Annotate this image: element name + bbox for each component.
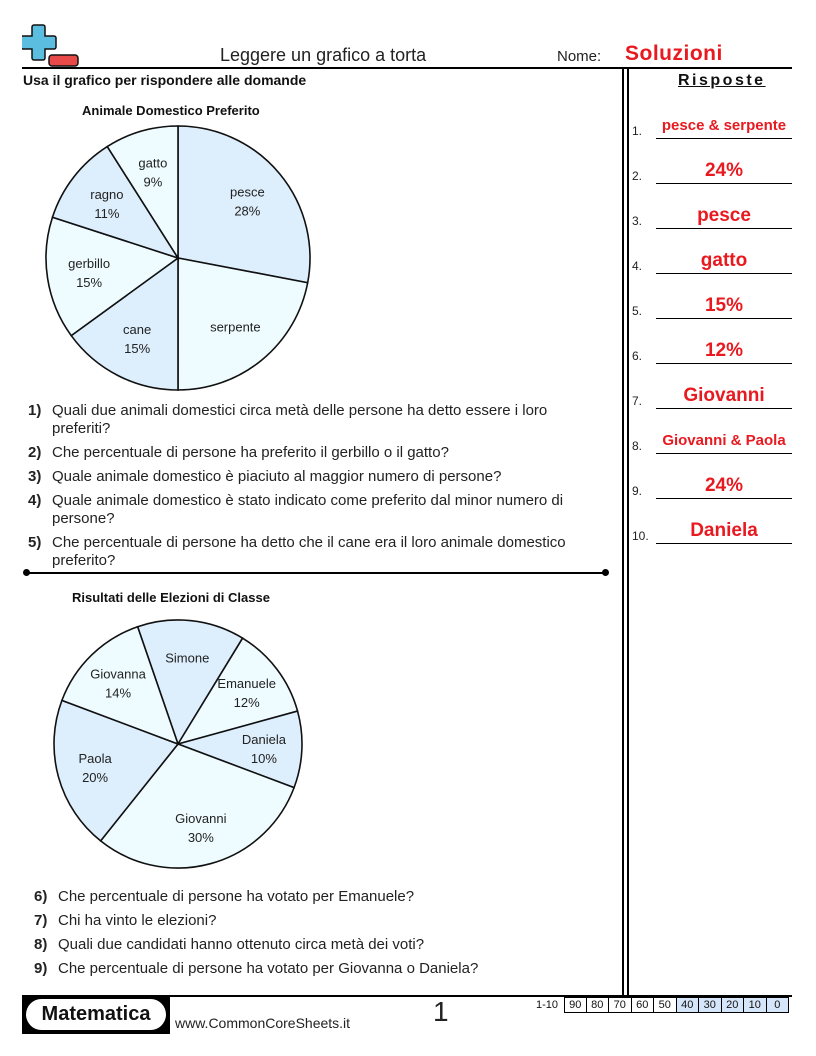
question: [34, 888, 614, 906]
score-cell: 80: [587, 997, 610, 1013]
slice-value-label: 9%: [143, 174, 163, 190]
score-cell: 50: [654, 997, 677, 1013]
questions-section-2: [34, 888, 614, 984]
chart-title-election: Risultati delle Elezioni di Classe: [72, 590, 270, 605]
answer-value[interactable]: 24%: [704, 160, 744, 181]
question-text: Che percentuale di persone ha votato per Emanuele?: [58, 888, 415, 905]
answer-value[interactable]: Giovanni & Paola: [662, 432, 786, 449]
slice-value-label: 14%: [105, 685, 132, 701]
answer-number: 3.: [632, 214, 643, 228]
answer-line: [656, 453, 792, 454]
pie-chart-election: [40, 606, 320, 886]
name-value: Soluzioni: [625, 42, 723, 65]
question-text: Quali due animali domestici circa metà delle persone ha detto essere i loro preferiti?: [52, 402, 548, 437]
logo-plus-minus-icon: [22, 24, 80, 68]
chart-title-pets: Animale Domestico Preferito: [82, 103, 260, 118]
answer-line: [656, 228, 792, 229]
answer-row: [632, 365, 792, 409]
column-divider: [627, 68, 629, 996]
score-label: 1-10: [535, 999, 559, 1011]
divider-dot: [602, 569, 609, 576]
answer-value[interactable]: 15%: [704, 295, 744, 316]
question-number: 7): [34, 912, 48, 929]
answer-number: 4.: [632, 259, 643, 273]
slice-label: Paola: [78, 750, 112, 766]
question-number: 8): [34, 936, 48, 953]
answer-line: [656, 273, 792, 274]
answer-row: [632, 95, 792, 139]
slice-label: serpente: [210, 319, 261, 335]
column-divider: [622, 68, 624, 996]
question-number: 5): [28, 534, 42, 551]
question: [28, 468, 608, 486]
question: [34, 960, 614, 978]
answer-row: [632, 275, 792, 319]
question-text: Quale animale domestico è stato indicato come preferito dal minor numero di persone?: [52, 492, 564, 527]
instructions: Usa il grafico per rispondere alle domande: [23, 72, 307, 88]
slice-value-label: 30%: [187, 829, 214, 845]
question-number: 3): [28, 468, 42, 485]
question-text: Quali due candidati hanno ottenuto circa metà dei voti?: [58, 936, 425, 953]
answer-value[interactable]: Giovanni: [683, 385, 765, 406]
question: [28, 444, 608, 462]
question-text: Quale animale domestico è piaciuto al maggior numero di persone?: [52, 468, 502, 485]
score-cell: 60: [632, 997, 655, 1013]
question-text: Che percentuale di persone ha detto che il cane era il loro animale domestico preferito?: [52, 534, 566, 569]
answer-row: [632, 140, 792, 184]
footer-brand: [22, 996, 170, 1034]
slice-label: Emanuele: [217, 676, 276, 692]
answer-value[interactable]: pesce: [697, 205, 751, 226]
answer-line: [656, 408, 792, 409]
footer-url[interactable]: www.CommonCoreSheets.it: [175, 1015, 351, 1031]
answer-value[interactable]: Daniela: [690, 520, 758, 541]
answer-value[interactable]: 12%: [704, 340, 744, 361]
answer-line: [656, 138, 792, 139]
score-cell: 10: [744, 997, 767, 1013]
question-text: Che percentuale di persone ha preferito il gerbillo o il gatto?: [52, 444, 449, 461]
slice-value-label: 15%: [76, 275, 103, 291]
answer-row: [632, 230, 792, 274]
answers-title: Risposte: [678, 72, 766, 89]
slice-label: pesce: [229, 184, 265, 200]
answer-number: 1.: [632, 124, 643, 138]
answer-row: [632, 410, 792, 454]
brand-label: Matematica: [26, 999, 166, 1030]
answer-number: 9.: [632, 484, 643, 498]
question: [28, 492, 608, 528]
question: [28, 402, 608, 438]
answer-row: [632, 455, 792, 499]
pie-chart-pets: [40, 120, 320, 400]
answer-row: [632, 500, 792, 544]
answer-value[interactable]: gatto: [700, 250, 748, 271]
slice-value-label: 28%: [234, 203, 261, 219]
name-label: Nome:: [557, 48, 602, 65]
section-divider: [26, 572, 606, 574]
score-cell: 0: [767, 997, 790, 1013]
question-number: 6): [34, 888, 48, 905]
answer-line: [656, 183, 792, 184]
score-cell: 30: [699, 997, 722, 1013]
answer-line: [656, 543, 792, 544]
answer-number: 8.: [632, 439, 643, 453]
question: [34, 912, 614, 930]
slice-value-label: 15%: [124, 341, 151, 357]
answer-row: [632, 320, 792, 364]
answer-line: [656, 363, 792, 364]
answer-line: [656, 318, 792, 319]
slice-value-label: 20%: [82, 769, 109, 785]
question-number: 1): [28, 402, 42, 419]
answer-row: [632, 185, 792, 229]
slice-label: gatto: [138, 155, 168, 171]
score-cell: 70: [609, 997, 632, 1013]
question-number: 2): [28, 444, 42, 461]
slice-value-label: 12%: [233, 695, 260, 711]
question-text: Chi ha vinto le elezioni?: [58, 912, 217, 929]
header-rule: [22, 67, 792, 69]
answer-number: 10.: [632, 529, 649, 543]
answer-number: 7.: [632, 394, 643, 408]
answer-line: [656, 498, 792, 499]
slice-value-label: 11%: [94, 205, 120, 221]
slice-label: Daniela: [241, 731, 286, 747]
answer-value[interactable]: 24%: [704, 475, 744, 496]
question: [34, 936, 614, 954]
question-number: 9): [34, 960, 48, 977]
slice-label: Simone: [165, 650, 210, 666]
worksheet-title: Leggere un grafico a torta: [220, 45, 427, 65]
answer-number: 2.: [632, 169, 643, 183]
score-cell: 40: [677, 997, 700, 1013]
slice-label: Giovanni: [175, 810, 227, 826]
score-cell: 20: [722, 997, 745, 1013]
slice-label: ragno: [90, 186, 124, 202]
slice-label: Giovanna: [90, 666, 146, 682]
page-number: 1: [433, 996, 449, 1027]
slice-value-label: 10%: [250, 750, 277, 766]
score-table: [530, 997, 789, 1013]
question: [28, 534, 608, 570]
slice-label: gerbillo: [68, 256, 111, 272]
answer-value[interactable]: pesce & serpente: [661, 117, 787, 134]
question-number: 4): [28, 492, 42, 509]
question-text: Che percentuale di persone ha votato per Giovanna o Daniela?: [58, 960, 479, 977]
answer-number: 5.: [632, 304, 643, 318]
score-cell: 90: [564, 997, 587, 1013]
slice-label: cane: [123, 322, 152, 338]
answer-number: 6.: [632, 349, 643, 363]
questions-section-1: [28, 402, 608, 576]
